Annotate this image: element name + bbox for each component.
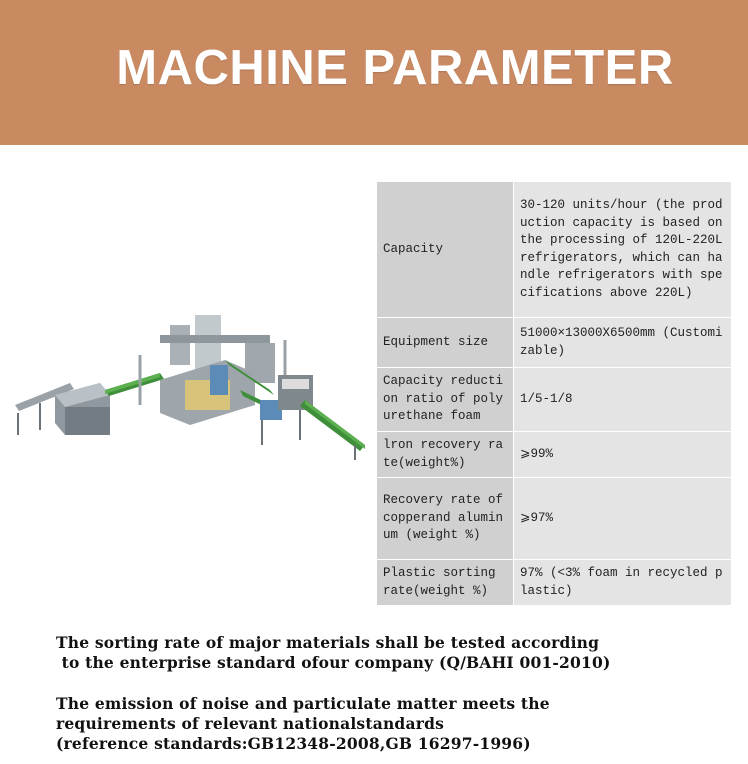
note-line: (reference standards:GB12348-2008,GB 16297-1996) bbox=[56, 734, 531, 753]
table-row bbox=[377, 478, 732, 560]
table-row bbox=[377, 432, 732, 478]
green-conveyor-right bbox=[300, 400, 365, 460]
machine-illustration bbox=[10, 295, 380, 475]
table-row bbox=[377, 368, 732, 432]
param-value: 1/5-1/8 bbox=[514, 368, 732, 432]
param-label: Recovery rate of copperand aluminum (weight %) bbox=[377, 478, 514, 560]
table-row bbox=[377, 560, 732, 606]
table-row bbox=[377, 182, 732, 318]
note-emission bbox=[56, 694, 550, 754]
param-label: Plastic sorting rate(weight %) bbox=[377, 560, 514, 606]
param-value: ⩾99% bbox=[514, 432, 732, 478]
note-line: to the enterprise standard ofour company (Q/BAHI 001-2010) bbox=[56, 653, 611, 672]
note-sorting-rate bbox=[56, 633, 611, 673]
note-line: requirements of relevant nationalstandards bbox=[56, 714, 445, 733]
note-line: The emission of noise and particulate matter meets the bbox=[56, 694, 550, 713]
parameter-table bbox=[376, 181, 732, 606]
green-conveyor-left bbox=[105, 373, 164, 396]
param-value: 51000×13000X6500mm (Customizable) bbox=[514, 318, 732, 368]
param-value: 30-120 units/hour (the production capacity is based on the processing of 120L-220L refrigerators, which can handle refrigerators with specifications above 220L) bbox=[514, 182, 732, 318]
param-value: ⩾97% bbox=[514, 478, 732, 560]
param-label: lron recovery rate(weight%) bbox=[377, 432, 514, 478]
page-title: MACHINE PARAMETER bbox=[116, 41, 674, 95]
param-label: Capacity bbox=[377, 182, 514, 318]
table-row bbox=[377, 318, 732, 368]
separator-unit bbox=[260, 375, 313, 445]
header-banner bbox=[0, 0, 748, 145]
param-label: Equipment size bbox=[377, 318, 514, 368]
param-label: Capacity reduction ratio of polyurethane foam bbox=[377, 368, 514, 432]
note-line: The sorting rate of major materials shall be tested according bbox=[56, 633, 600, 652]
param-value: 97% (<3% foam in recycled plastic) bbox=[514, 560, 732, 606]
